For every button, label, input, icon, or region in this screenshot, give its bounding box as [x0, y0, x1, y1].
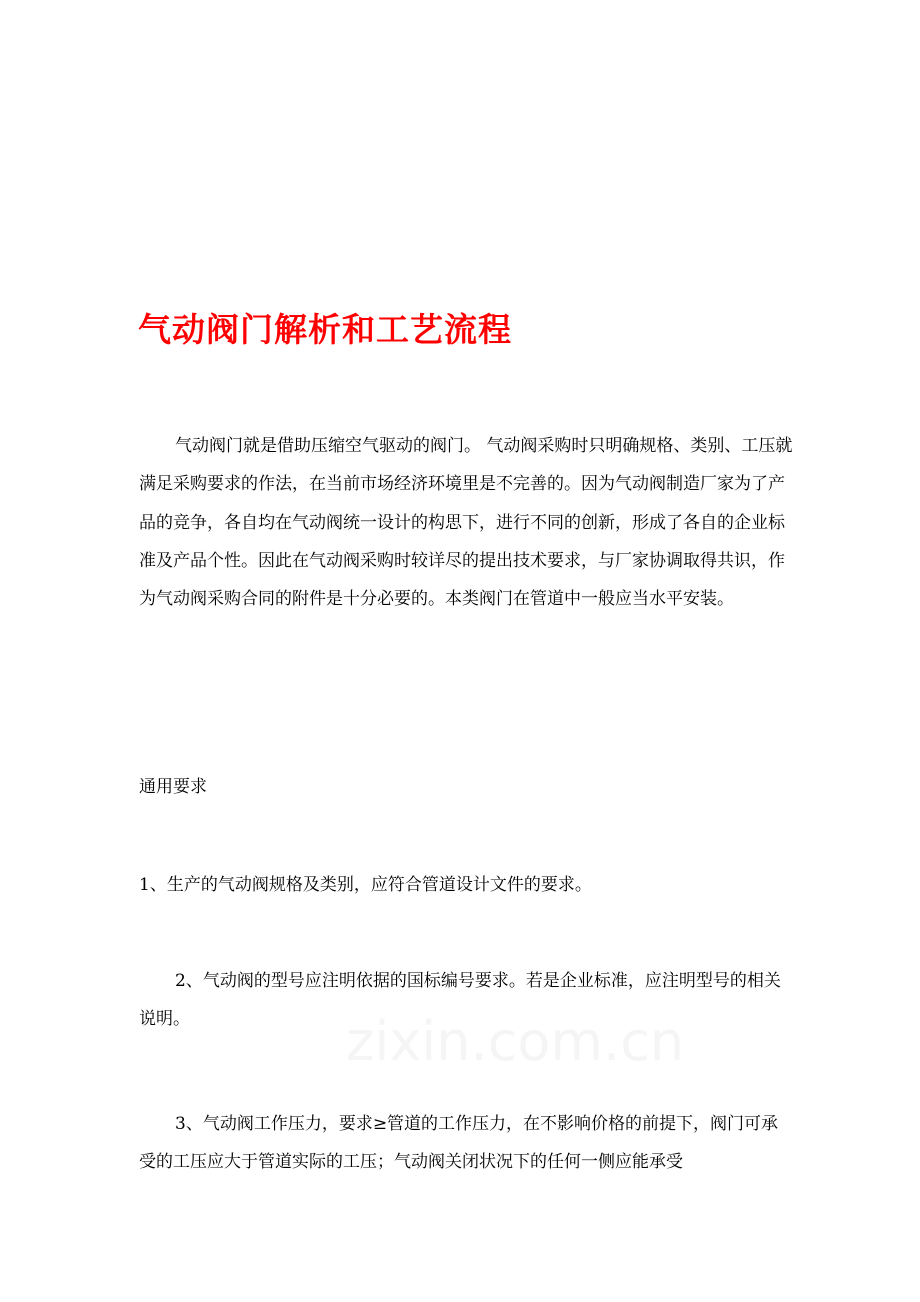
requirement-item-3: 3、气动阀工作压力，要求≥管道的工作压力，在不影响价格的前提下，阀门可承受的工压应大于管道实际的工压；气动阀关闭状况下的任何一侧应能承受 [139, 1114, 779, 1173]
intro-paragraph: 气动阀门就是借助压缩空气驱动的阀门。 气动阀采购时只明确规格、类别、工压就满足采购要求的作法，在当前市场经济环境里是不完善的。因为气动阀制造厂家为了产品的竞争，各自均在气动阀统一设计的构思下，进行不同的创新，形成了各自的企业标准及产品个性。因此在气动阀采购时较详尽的提出技术要求，与厂家协调取得共识，作为气动阀采购合同的附件是十分必要的。本类阀门在管道中一般应当水平安装。 [139, 436, 793, 610]
document-title: 气动阀门解析和工艺流程 [138, 310, 512, 349]
watermark: zixin.com.cn [346, 1010, 685, 1073]
section-heading: 通用要求 [139, 777, 207, 797]
requirement-item-1: 1、生产的气动阀规格及类别，应符合管道设计文件的要求。 [139, 875, 592, 895]
requirement-item-2: 2、气动阀的型号应注明依据的国标编号要求。若是企业标准，应注明型号的相关说明。 [139, 971, 781, 1030]
